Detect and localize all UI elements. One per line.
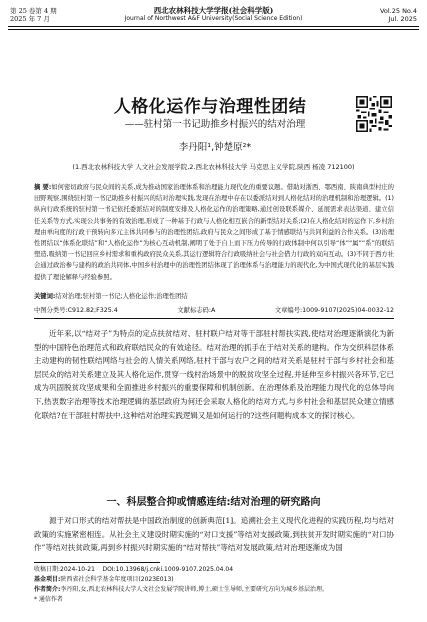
footnote-author [34,585,394,595]
header-rule-thin [8,29,419,30]
volume-cn: 第 25 卷第 4 期 [10,7,57,15]
intro-paragraph: 近年来,以“结对子”为特点的定点扶贫结对、驻村联户结对等干部驻村帮扶实践,使结对治理逐渐演化为新型的中国特色治理范式和政府联结民众的有效途径。结对治理的抓手在于结对关系的建构。作为交织科层体系主动建构的韧性联结网络与社会的人情关系网络,驻村干部与农户之间的结对关系是驻村干部与乡村社会和基层民众的结对关系建立及其人格化运作,贯穿一线村治场景中的脱贫攻坚全过程,并延伸至乡村振兴各环节,它已成为巩固脱贫攻坚成果和全面推进乡村振兴的重要保障和机制创新。在治理体系及治理能力现代化的总体导向下,热衷数字治理等技术治理逻辑的基层政府为何还会采取人格化的结对方式,与乡村社会和基层民众建立情感化联结?在干部驻村帮扶中,这种结对治理实践逻辑又是如何运行的?这些问题构成本文的探讨核心。 [34,329,394,420]
keywords-text: 结对治理;驻村第一书记;人格化运作;治理性团结 [55,293,188,300]
abstract-label: 摘 要: [34,184,52,191]
article-affiliation: (1.西北农林科技大学 人文社会发展学院,2.西北农林科技大学 马克思主义学院,陕西 杨凌 712100) [72,163,355,171]
abstract [34,182,394,283]
journal-name-en: Journal of Northwest A&F University(Social Science Edition) [124,15,303,22]
fund-text: 陕西省社会科学基金年度项目(2023E013) [60,576,174,583]
footnote-dates [34,565,394,575]
section-heading: 一、科层整合抑或情感连结:结对治理的研究路向 [106,497,321,508]
document-code: 文献标志码:A [177,307,216,314]
fund-label: 基金项目: [34,576,61,583]
clc-number: 中图分类号:C912.82;F325.4 [34,307,118,314]
classification-info [34,306,394,316]
doi[interactable]: DOI:10.13968/j.cnki.1009-9107.2025.04.04 [102,566,234,573]
footnote-corresponding: * 通信作者 [34,596,63,603]
keywords [34,292,394,302]
received-date: 收稿日期:2024-10-21 [34,566,95,573]
article-title: 人格化运作与治理性团结 [113,97,307,117]
date-cn: 2025 年 7 月 [10,15,50,23]
journal-name-cn: 西北农林科技大学学报(社会科学版) [153,6,274,15]
date-en: Jul. 2025 [388,15,417,23]
keywords-label: 关键词: [34,293,56,300]
abstract-text: 如何密切政府与民众间的关系,成为推动国家治理体系和治理能力现代化的重要议题。借助对浙西、鄂西南、陕南典型村庄的田野观察,围绕驻村第一书记助推乡村振兴的结对治理实践,发现在治理中存在以委派结对到人格化结对的治理机制和治理逻辑。(1)纵向行政系统的驻村第一书记依托委派结对的制度安排及人格化运作的治理策略,通过创设联系媒介、延展需求表达渠道、建立信任关系等方式,实现公共事务的有效治理,形成了一种基于行政与人格化相互嵌合的新型结对关系;(2)在人格化结对的运作下,乡村治理由单向度的行政干预转向多元主体共同参与的治理性团结,政府与民众之间形成了基于情感联结与共同利益的合作关系。(3)治理性团结以“体系化联结”和“人格化运作”为核心互动机制,阐明了处于自上而下压力传导的行政体制中何以引导“体”“属”“系”的联结塑造,吸纳第一书记回应乡村需求和重构政府民众关系,其运行逻辑符合行政吸纳社会与社会借力行政的双向互动。(3)不同于西方社会通过政治参与建构的政治共同体,中国乡村治理中的治理性团结体现了治理体系与治理能力的现代化,为中国式现代化的基层实践提供了理论解释与经验参照。 [34,184,394,281]
section-paragraph: 源于对口形式的结对帮扶是中国政治制度的创新典范[1]。追溯社会主义现代化进程的实践历程,均与结对政策的实施紧密相连。从社会主义建设时期实施的“对口支援”等结对支援政策,到扶贫开发时期实施的“对口协作”等结对扶贫政策,再到乡村振兴时期实施的“结对帮扶”等结对发展政策,结对治理逐渐成为国 [34,516,394,553]
author-text: 李丹阳,女,西北农林科技大学人文社会发展学院讲师,博士,硕士生导师,主要研究方向为城乡基层治理。 [60,586,328,593]
journal-header [0,6,427,23]
footnote-divider [34,562,160,563]
abstract-divider [34,318,394,319]
article-number: 文章编号:1009-9107(2025)04-0032-12 [274,307,394,314]
article-authors: 李丹阳¹,钟楚原²* [178,142,252,153]
article-subtitle: ——驻村第一书记助推乡村振兴的结对治理 [124,119,306,130]
qr-code-icon[interactable] [356,96,392,132]
footnote-fund [34,575,394,585]
header-volume-right [380,7,417,23]
author-label: 作者简介: [34,586,61,593]
header-rule-thick [8,26,419,27]
footnote [34,565,394,605]
volume-en: Vol.25 No.4 [379,7,417,15]
